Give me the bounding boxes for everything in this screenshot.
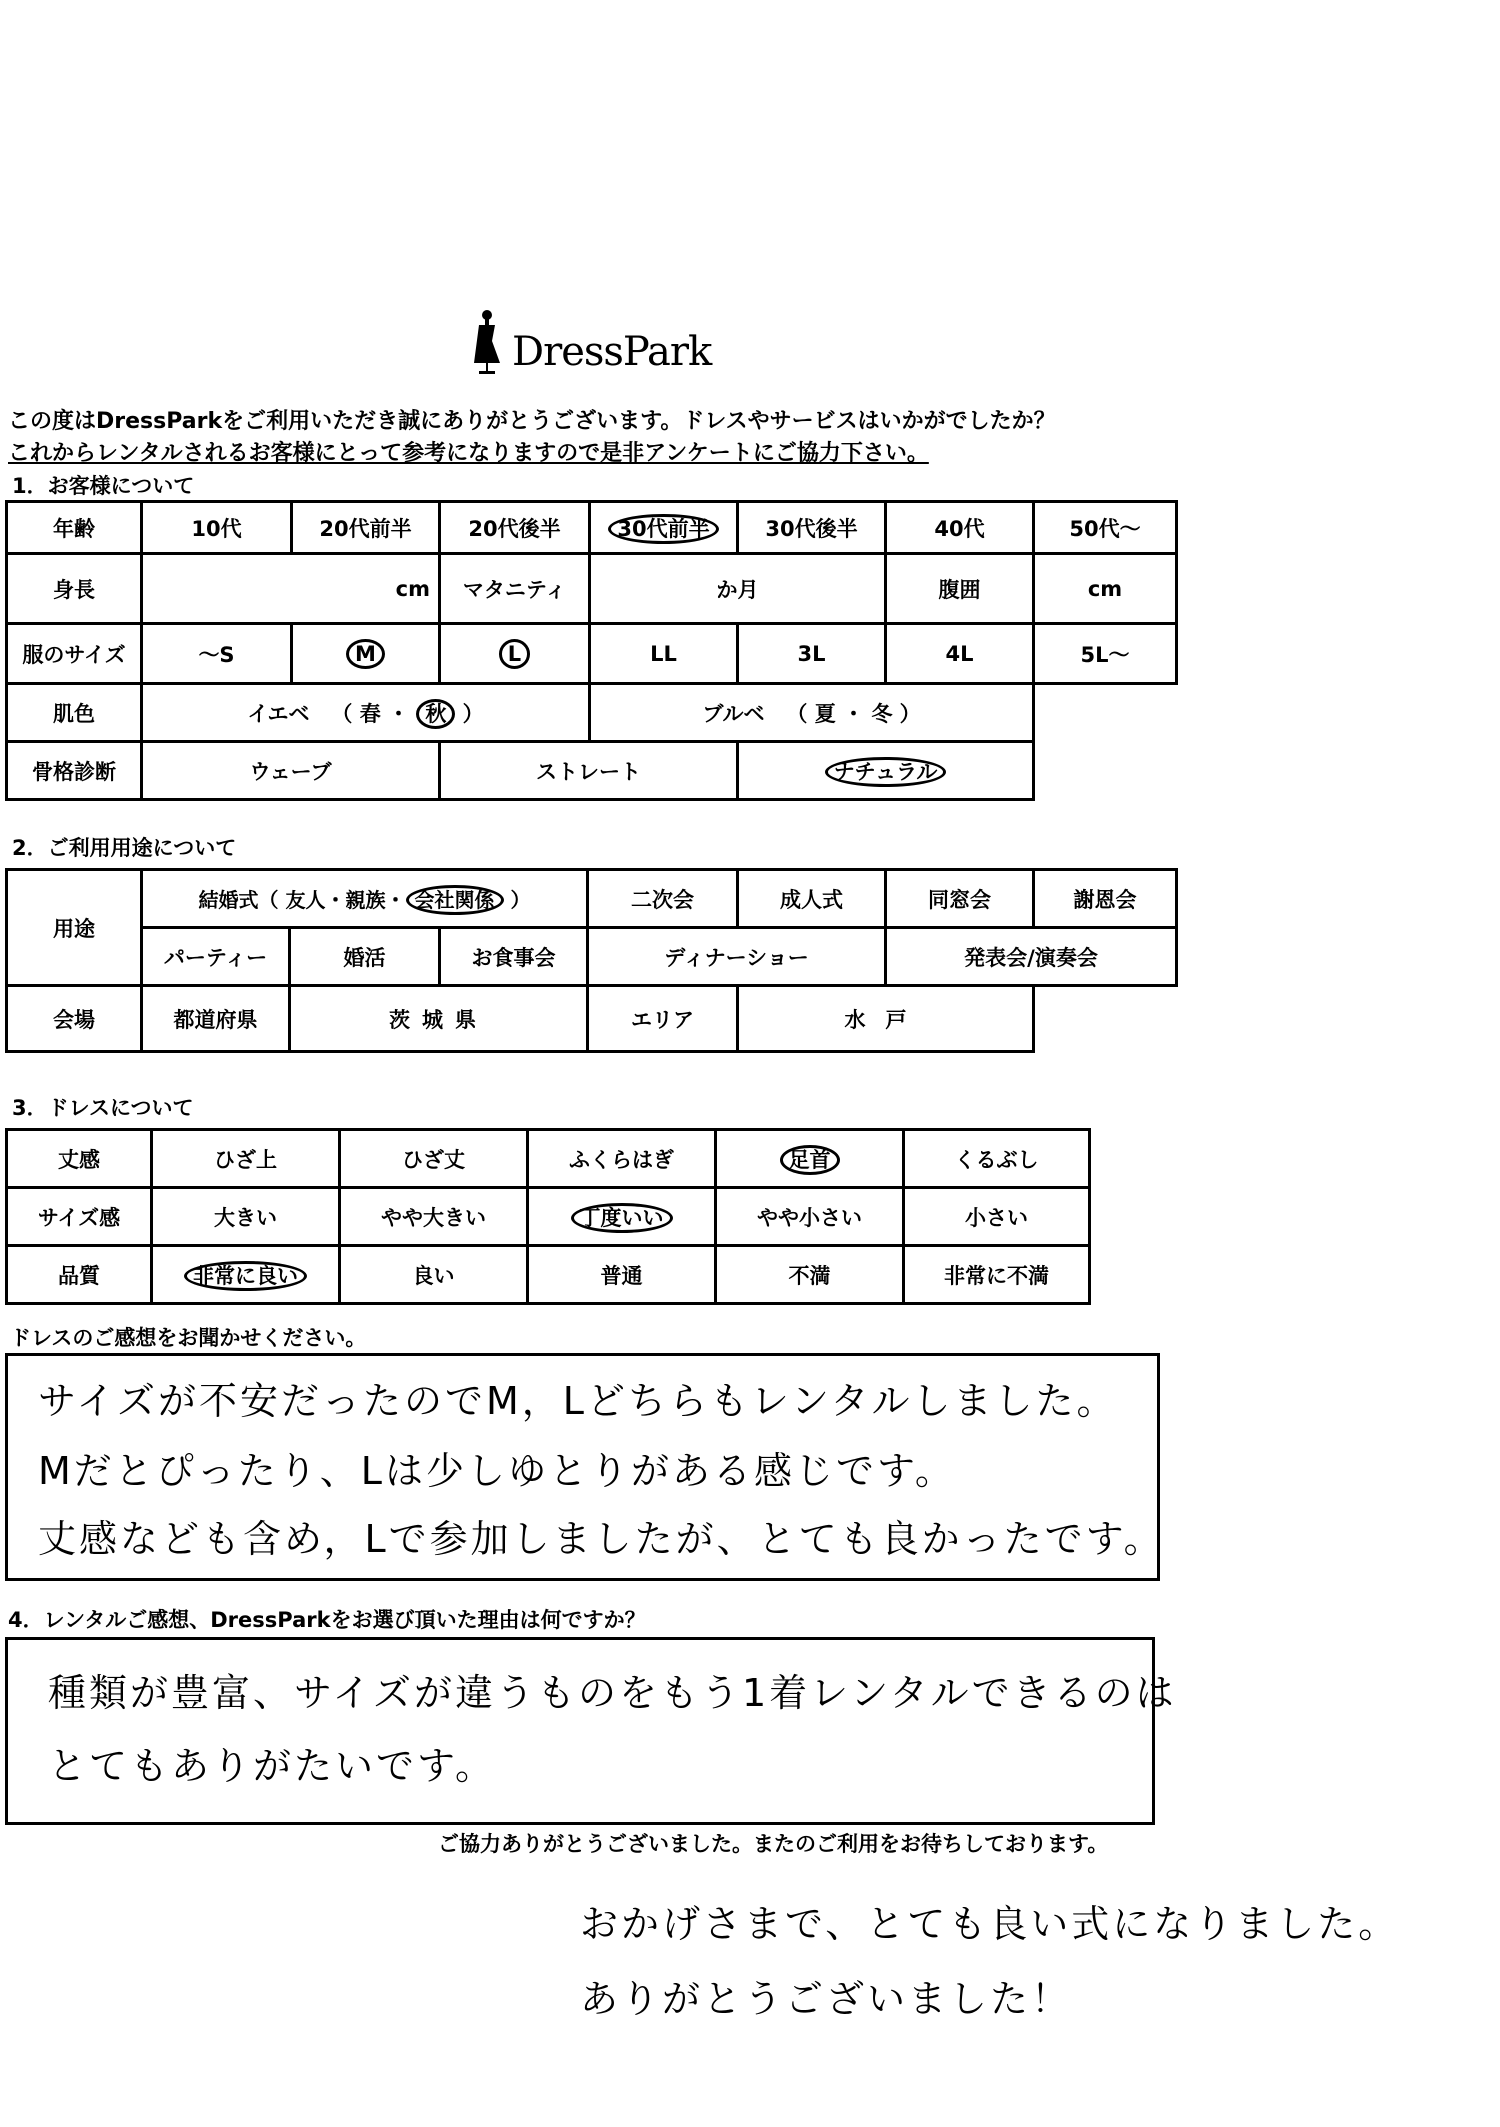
- section2-title: 2．ご利用用途について: [12, 836, 237, 860]
- age-40s[interactable]: 40代: [886, 502, 1034, 554]
- skin-blue-base[interactable]: [590, 684, 1034, 742]
- fit-slightly-large[interactable]: やや大きい: [340, 1188, 528, 1246]
- quality-unsatisfied[interactable]: 不満: [716, 1246, 904, 1304]
- dress-mannequin-icon: [470, 307, 504, 375]
- fit-just-right-cell[interactable]: [528, 1188, 716, 1246]
- age-30s-late[interactable]: 30代後半: [738, 502, 886, 554]
- section1-title: 1．お客様について: [12, 474, 195, 498]
- closing-message: ご協力ありがとうございました。またのご利用をお待ちしております。: [438, 1832, 1109, 1856]
- skeleton-straight[interactable]: ストレート: [440, 742, 738, 800]
- size-m-cell[interactable]: [292, 624, 440, 684]
- length-below-ankle[interactable]: くるぶし: [904, 1130, 1090, 1188]
- fit-slightly-small[interactable]: やや小さい: [716, 1188, 904, 1246]
- intro-line-1: この度はDressParkをご利用いただき誠にありがとうございます。ドレスやサービスはいかがでしたか？: [8, 409, 1056, 434]
- length-knee[interactable]: ひざ丈: [340, 1130, 528, 1188]
- size-5l[interactable]: 5L～: [1034, 624, 1177, 684]
- size-4l[interactable]: 4L: [886, 624, 1034, 684]
- reason-textarea[interactable]: [5, 1637, 1177, 1825]
- age-50s[interactable]: 50代～: [1034, 502, 1177, 554]
- reason-line-2: とてもありがたいです。: [48, 1744, 496, 1788]
- size-3l[interactable]: 3L: [738, 624, 886, 684]
- months-unit: か月: [716, 577, 759, 602]
- impression-line-2: Mだとぴったり、Lは少しゆとりがある感じです。: [38, 1449, 956, 1493]
- size-m: M: [346, 639, 385, 669]
- age-10s[interactable]: 10代: [142, 502, 292, 554]
- empty-cell: [1034, 986, 1177, 1052]
- age-label: 年齢: [7, 502, 142, 554]
- size-s[interactable]: ～S: [142, 624, 292, 684]
- maternity-label: マタニティ: [440, 554, 590, 624]
- impression-line-3: 丈感なども含め，Lで参加しましたが、とても良かったです。: [38, 1517, 1165, 1561]
- height-unit: cm: [395, 576, 430, 601]
- height-label: 身長: [7, 554, 142, 624]
- footer-note-line-1: おかげさまで、とても良い式になりました。: [580, 1902, 1400, 1946]
- fit-label: サイズ感: [7, 1188, 152, 1246]
- skeleton-label: 骨格診断: [7, 742, 142, 800]
- skeleton-natural: ナチュラル: [825, 757, 947, 787]
- usage-table: [5, 868, 1178, 1053]
- quality-label: 品質: [7, 1246, 152, 1304]
- dot: ・: [385, 888, 406, 912]
- prefecture-value[interactable]: 茨城県: [290, 986, 588, 1052]
- paren-open: （: [786, 701, 808, 726]
- wedding-family[interactable]: 親族: [345, 888, 386, 912]
- venue-label: 会場: [7, 986, 142, 1052]
- wedding-prefix: 結婚式（: [198, 888, 279, 912]
- footer-note-line-2: ありがとうございました！: [580, 1977, 1073, 2021]
- size-label: 服のサイズ: [7, 624, 142, 684]
- quality-average[interactable]: 普通: [528, 1246, 716, 1304]
- purpose-wedding[interactable]: [142, 870, 588, 928]
- length-ankle-cell[interactable]: [716, 1130, 904, 1188]
- brand-logo: [470, 305, 711, 375]
- intro-line-2: これからレンタルされるお客様にとって参考になりますので是非アンケートにご協力下さい。: [8, 441, 929, 466]
- length-ankle: 足首: [780, 1145, 840, 1175]
- age-20s-late[interactable]: 20代後半: [440, 502, 590, 554]
- purpose-reunion[interactable]: 同窓会: [886, 870, 1034, 928]
- height-input[interactable]: [142, 554, 440, 624]
- dot: ・: [325, 888, 346, 912]
- dot: ・: [843, 701, 865, 726]
- area-label: エリア: [588, 986, 738, 1052]
- length-above-knee[interactable]: ひざ上: [152, 1130, 340, 1188]
- quality-very-good-cell[interactable]: [152, 1246, 340, 1304]
- wedding-friend[interactable]: 友人: [285, 888, 326, 912]
- impression-textarea[interactable]: [5, 1353, 1165, 1581]
- prefecture-label: 都道府県: [142, 986, 290, 1052]
- section3-title: 3．ドレスについて: [12, 1096, 194, 1120]
- quality-very-unsatisfied[interactable]: 非常に不満: [904, 1246, 1090, 1304]
- purpose-label: 用途: [7, 870, 142, 986]
- fit-small[interactable]: 小さい: [904, 1188, 1090, 1246]
- skin-label: 肌色: [7, 684, 142, 742]
- customer-table: [5, 500, 1178, 801]
- empty-cell: [1034, 684, 1177, 742]
- quality-good[interactable]: 良い: [340, 1246, 528, 1304]
- size-l-cell[interactable]: [440, 624, 590, 684]
- skin-spring[interactable]: 春: [359, 701, 381, 726]
- paren-close: ）: [899, 701, 921, 726]
- purpose-thanks-party[interactable]: 謝恩会: [1034, 870, 1177, 928]
- size-ll[interactable]: LL: [590, 624, 738, 684]
- waist-label: 腹囲: [886, 554, 1034, 624]
- purpose-dinner-show[interactable]: ディナーショー: [588, 928, 886, 986]
- brand-name: DressPark: [512, 329, 712, 375]
- quality-very-good: 非常に良い: [184, 1261, 307, 1291]
- skeleton-wave[interactable]: ウェーブ: [142, 742, 440, 800]
- purpose-coming-of-age[interactable]: 成人式: [738, 870, 886, 928]
- skin-yellow-base[interactable]: [142, 684, 590, 742]
- paren-close: ）: [462, 701, 484, 726]
- skeleton-natural-cell[interactable]: [738, 742, 1034, 800]
- length-calf[interactable]: ふくらはぎ: [528, 1130, 716, 1188]
- skin-autumn[interactable]: 秋: [416, 699, 455, 729]
- wedding-suffix: ）: [510, 888, 531, 912]
- blue-base-label: ブルベ: [702, 701, 765, 726]
- waist-input[interactable]: [1034, 554, 1177, 624]
- purpose-party[interactable]: パーティー: [142, 928, 290, 986]
- purpose-recital[interactable]: 発表会/演奏会: [886, 928, 1177, 986]
- impression-prompt: ドレスのご感想をお聞かせください。: [10, 1326, 367, 1350]
- section4-title: 4．レンタルご感想、DressParkをお選び頂いた理由は何ですか？: [8, 1608, 646, 1632]
- yellow-base-label: イエベ: [247, 701, 310, 726]
- reason-line-1: 種類が豊富、サイズが違うものをもう1着レンタルできるのは: [48, 1671, 1177, 1715]
- age-30s-early: 30代前半: [608, 514, 718, 544]
- skin-winter[interactable]: 冬: [871, 701, 893, 726]
- area-value[interactable]: 水戸: [738, 986, 1034, 1052]
- age-20s-early[interactable]: 20代前半: [292, 502, 440, 554]
- empty-cell: [1034, 742, 1177, 800]
- fit-large[interactable]: 大きい: [152, 1188, 340, 1246]
- impression-line-1: サイズが不安だったのでM，Lどちらもレンタルしました。: [38, 1379, 1118, 1423]
- skin-summer[interactable]: 夏: [814, 701, 836, 726]
- age-30s-early-cell[interactable]: [590, 502, 738, 554]
- length-label: 丈感: [7, 1130, 152, 1188]
- purpose-after-party[interactable]: 二次会: [588, 870, 738, 928]
- purpose-dinner[interactable]: お食事会: [440, 928, 588, 986]
- waist-unit: cm: [1087, 576, 1123, 601]
- wedding-company[interactable]: 会社関係: [406, 885, 504, 915]
- purpose-konkatsu[interactable]: 婚活: [290, 928, 440, 986]
- fit-just-right: 丁度いい: [571, 1203, 673, 1233]
- maternity-months-input[interactable]: [590, 554, 886, 624]
- dress-table: [5, 1128, 1091, 1305]
- dot: ・: [388, 701, 410, 726]
- paren-open: （: [331, 701, 353, 726]
- size-l: L: [499, 639, 530, 669]
